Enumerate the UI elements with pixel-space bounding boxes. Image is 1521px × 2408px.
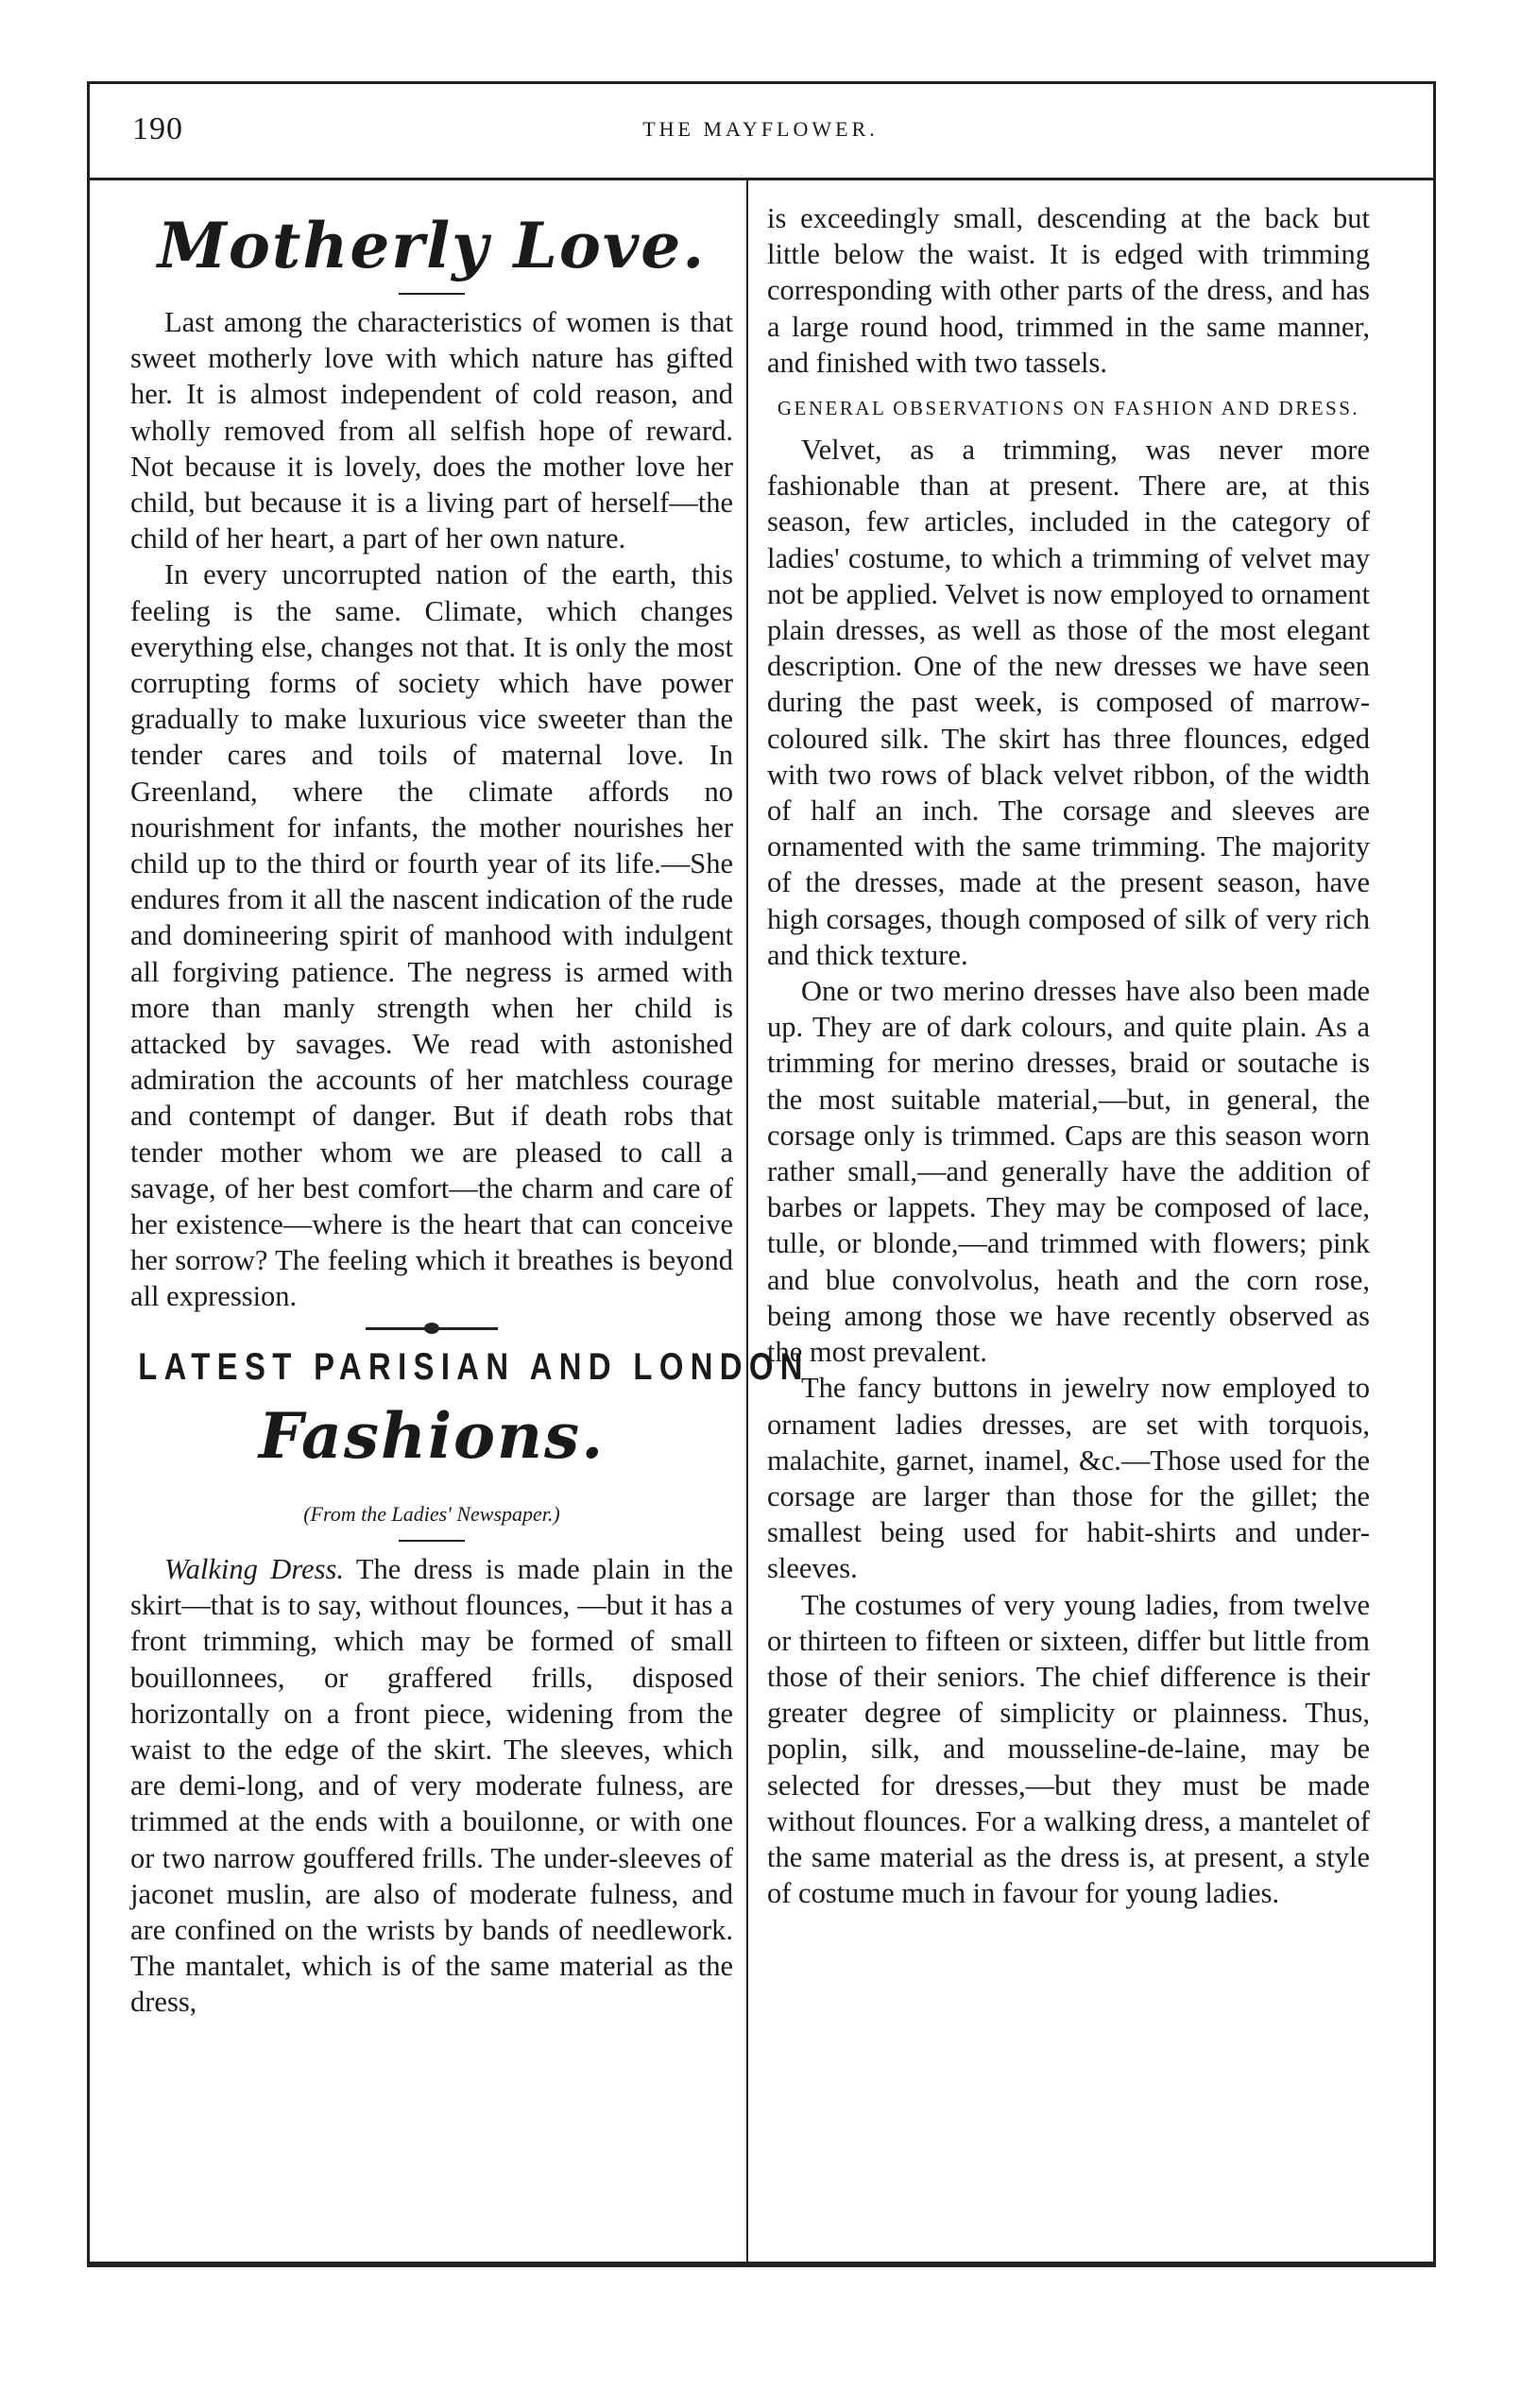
left-column	[130, 200, 810, 2021]
paragraph: Last among the characteristics of women is that sweet motherly love with which nature has gifted her. It is almost independent of cold reason, and wholly removed from all selfish hope of reward. Not because it is lovely, does the mother love her child, but because it is a living part of herself—the child of her heart, a part of her own nature.	[130, 306, 733, 555]
paragraph: In every uncorrupted nation of the earth, this feeling is the same. Climate, which changes everything else, changes not that. It is only the most corrupting forms of society which have power gradually to make luxurious vice sweeter than the tender cares and toils of maternal love. In Greenland, where the climate affords no nourishment for infants, the mother nourishes her child up to the third or fourth year of its life.—She endures from it all the nascent indication of the rude and domineering spirit of manhood with indulgent all forgiving patience. The negress is armed with more than manly strength when her child is attacked by savages. We read with astonished admiration the accounts of her matchless courage and contempt of danger. But if death robs that tender mother whom we are pleased to call a savage, of her best comfort—the charm and care of her existence—where is the heart that can conceive her sorrow? The feeling which it breathes is beyond all expression.	[130, 558, 733, 1313]
source-rule	[399, 1540, 465, 1542]
paragraph: Velvet, as a trimming, was never more fashionable than at present. There are, at this season, few articles, included in the category of ladies' costume, to which a trimming of velvet may not be applied. Velvet is now employed to ornament plain dresses, as well as those of the most elegant description. One of the new dresses we have seen during the past week, is composed of marrow-coloured silk. The skirt has three flounces, edged with two rows of black velvet ribbon, of the width of half an inch. The corsage and sleeves are ornamented with the same trimming. The majority of the dresses, made at the present season, have high corsages, though composed of silk of very rich and thick texture.	[767, 434, 1370, 971]
right-column	[767, 200, 1370, 1911]
column-divider	[746, 179, 748, 2263]
page-number: 190	[132, 111, 183, 146]
source-note: (From the Ladies' Newspaper.)	[303, 1501, 560, 1526]
paragraph: One or two merino dresses have also been made up. They are of dark colours, and quite plain. As a trimming for merino dresses, braid or soutache is the most suitable material,—but, in general, the corsage only is trimmed. Caps are this season worn rather small,—and generally have the addition of barbes or lappets. They may be composed of lace, tulle, or blonde,—and trimmed with flowers; pink and blue convolvolus, heath and the corn rose, being among those we have recently observed as the most prevalent.	[767, 975, 1370, 1369]
section-ornament	[366, 1324, 498, 1332]
running-title: THE MAYFLOWER.	[642, 117, 879, 141]
paragraph: The fancy buttons in jewelry now employed to ornament ladies dresses, are set with torquois, malachite, garnet, inamel, &c.—Those used for the corsage are larger than those for the gillet; the smallest being used for habit-shirts and under-sleeves.	[767, 1372, 1370, 1585]
walking-dress-text: The dress is made plain in the skirt—that is to say, without flounces, —but it has a front trimming, which may be formed of small bouillonnees, or graffered frills, disposed horizontally on a front piece, widening from the waist to the edge of the skirt. The sleeves, which are demi-long, and of very moderate fulness, are trimmed at the ends with a bouilonne, or with one or two narrow gouffered frills. The under-sleeves of jaconet muslin, are also of moderate fulness, and are confined on the wrists by bands of needlework. The mantalet, which is of the same material as the dress,	[130, 1552, 733, 2019]
paragraph: The costumes of very young ladies, from twelve or thirteen to fifteen or sixteen, differ but little from those of their seniors. The chief difference is their greater degree of simplicity or plainness. Thus, poplin, silk, and mousseline-de-laine, may be selected for dresses,—but they must be made without flounces. For a walking dress, a mantelet of the same material as the dress is, at present, a style of costume much in favour for young ladies.	[767, 1588, 1370, 1910]
paragraph-walking-dress	[130, 1551, 733, 2021]
header-rule	[87, 178, 1436, 180]
section-subhead: GENERAL OBSERVATIONS ON FASHION AND DRESS.	[777, 397, 1360, 420]
fashion-heading: LATEST PARISIAN AND LONDON	[138, 1345, 810, 1388]
continuation-text: is exceedingly small, descending at the back but little below the waist. It is edged with trimming corresponding with other parts of the dress, and has a large round hood, trimmed in the same manner, and finished with two tassels.	[767, 202, 1370, 379]
title-rule	[399, 293, 465, 295]
fashion-heading-script: Fashions.	[258, 1398, 606, 1473]
footer-rule	[87, 2263, 1436, 2267]
article-title: Motherly Love.	[157, 209, 707, 282]
walking-dress-lead: Walking Dress.	[164, 1552, 344, 1585]
